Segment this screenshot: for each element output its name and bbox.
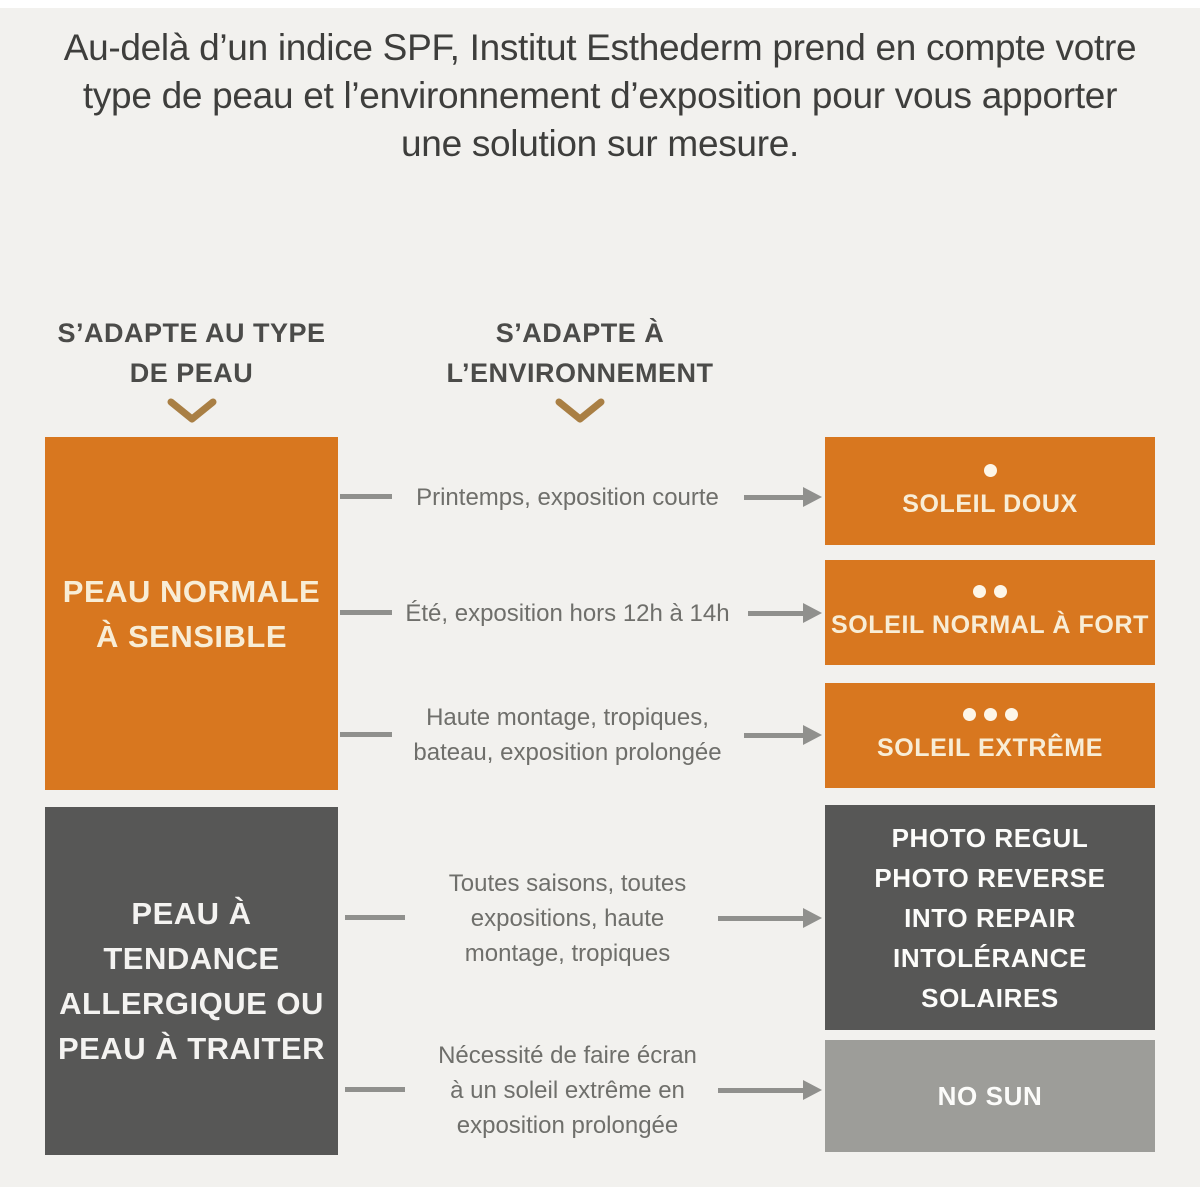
arrow-shaft (744, 733, 803, 738)
arrow-right-icon (718, 1080, 822, 1100)
condition-text (395, 700, 740, 770)
product-name: INTO REPAIR (904, 902, 1076, 933)
sun-dot-icon (973, 585, 986, 598)
condition-line: bateau, exposition prolongée (413, 739, 722, 766)
column-header-skin-line: S’ADAPTE AU TYPE (57, 318, 326, 348)
sun-dot-icon (963, 708, 976, 721)
product-name: PHOTO REGUL (891, 822, 1089, 853)
condition-text (395, 480, 740, 515)
arrow-head (803, 908, 822, 928)
condition-line: expositions, haute (470, 905, 665, 932)
arrow-head (803, 603, 822, 623)
sun-dot-icon (994, 585, 1007, 598)
condition-text (395, 596, 740, 631)
column-header-env-line: S’ADAPTE À (495, 318, 665, 348)
connector-line (340, 494, 392, 499)
skin-type-label-line: PEAU NORMALE (62, 573, 321, 609)
result-label: NO SUN (937, 1080, 1043, 1111)
arrow-shaft (718, 1088, 803, 1093)
bottom-white-strip (0, 1187, 1200, 1200)
arrow-shaft (718, 916, 803, 921)
result-box-soleil-normal-fort (825, 560, 1155, 665)
result-box-soleil-extreme (825, 683, 1155, 788)
result-label: SOLEIL NORMAL À FORT (830, 611, 1150, 639)
condition-line: Haute montage, tropiques, (426, 704, 709, 731)
arrow-shaft (748, 611, 803, 616)
sun-intensity-dots (973, 585, 1007, 598)
result-box-products (825, 805, 1155, 1030)
condition-line: montage, tropiques (464, 940, 671, 967)
condition-line: exposition prolongée (456, 1112, 679, 1139)
result-label: SOLEIL DOUX (902, 489, 1078, 518)
arrow-right-icon (748, 603, 822, 623)
column-header-skin-type (45, 313, 338, 393)
condition-line: à un soleil extrême en (450, 1077, 685, 1104)
arrow-right-icon (744, 725, 822, 745)
arrow-right-icon (744, 487, 822, 507)
condition-line: Toutes saisons, toutes (448, 870, 687, 897)
sun-intensity-dots (963, 708, 1018, 721)
skin-type-label-line: ALLERGIQUE OU (59, 986, 324, 1021)
condition-line: Nécessité de faire écran (438, 1042, 697, 1069)
arrow-shaft (744, 495, 803, 500)
arrow-head (803, 1080, 822, 1100)
condition-text (395, 866, 740, 971)
condition-line: Printemps, exposition courte (416, 484, 719, 511)
skin-type-label-line: PEAU À TRAITER (57, 1031, 326, 1066)
arrow-right-icon (718, 908, 822, 928)
sun-dot-icon (1005, 708, 1018, 721)
condition-text (395, 1038, 740, 1143)
skin-type-label-line: PEAU À TENDANCE (103, 896, 280, 976)
chevron-down-icon (166, 397, 218, 425)
sun-dot-icon (984, 464, 997, 477)
sun-dot-icon (984, 708, 997, 721)
result-label: SOLEIL EXTRÊME (876, 734, 1104, 762)
product-name: INTOLÉRANCE SOLAIRES (893, 942, 1087, 1013)
product-name: PHOTO REVERSE (874, 862, 1106, 893)
result-box-soleil-doux (825, 437, 1155, 545)
column-header-environment (420, 313, 740, 393)
connector-line (340, 610, 392, 615)
connector-line (340, 732, 392, 737)
arrow-head (803, 487, 822, 507)
skin-type-box-normal-sensitive (45, 437, 338, 790)
column-header-env-line: L’ENVIRONNEMENT (446, 358, 714, 388)
column-header-skin-line: DE PEAU (129, 358, 254, 388)
skin-type-label-line: À SENSIBLE (95, 618, 288, 654)
sun-intensity-dots (984, 464, 997, 477)
condition-line: Été, exposition hors 12h à 14h (405, 600, 730, 627)
skin-type-box-allergic (45, 807, 338, 1155)
headline: Au-delà d’un indice SPF, Institut Esthederm prend en compte votre type de peau et l’environnement d’exposition pour vous apporter une solution sur mesure. (63, 27, 1137, 164)
chevron-down-icon (554, 397, 606, 425)
arrow-head (803, 725, 822, 745)
top-white-strip (0, 0, 1200, 8)
result-box-no-sun (825, 1040, 1155, 1152)
